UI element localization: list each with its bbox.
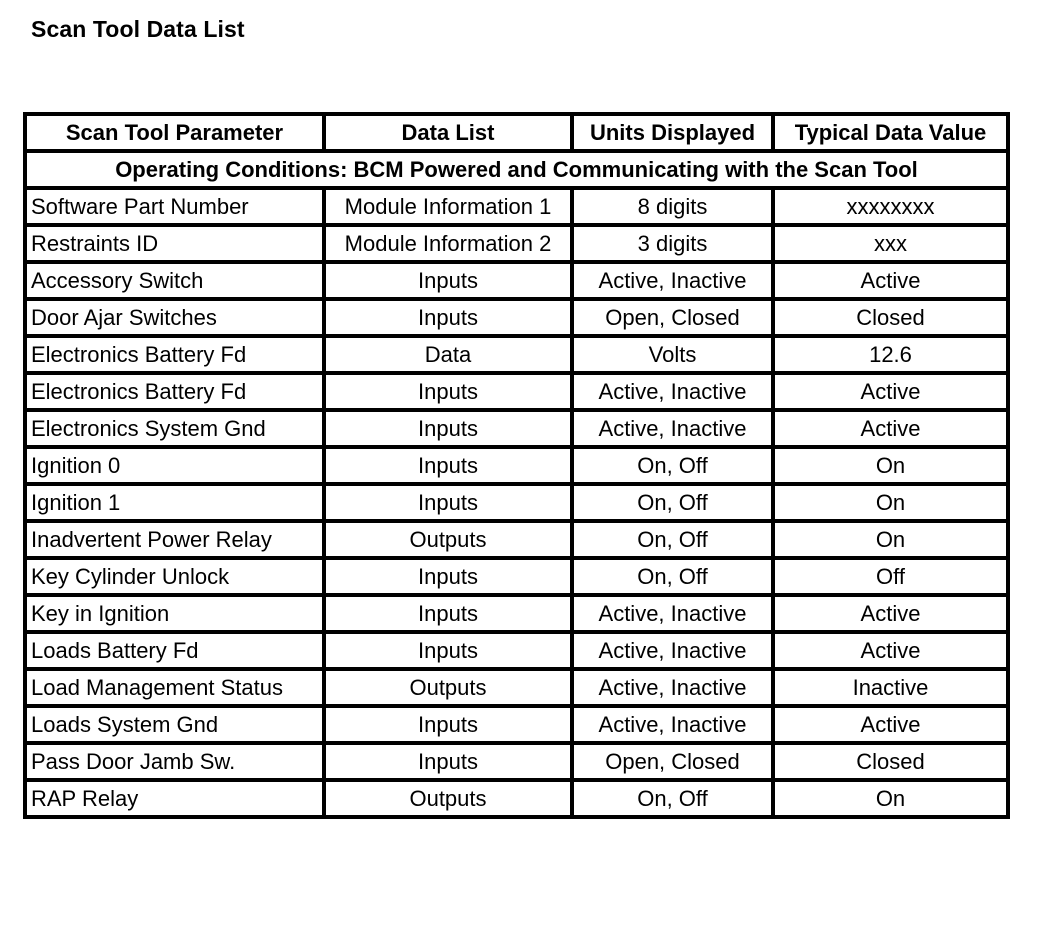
table-row — [25, 484, 1008, 521]
cell-parameter: Restraints ID — [25, 225, 324, 262]
scan-tool-data-table — [23, 112, 1010, 819]
cell-data-list: Inputs — [324, 410, 572, 447]
cell-typical-value: Active — [773, 706, 1008, 743]
cell-typical-value: Closed — [773, 743, 1008, 780]
cell-typical-value: On — [773, 521, 1008, 558]
cell-parameter: Key in Ignition — [25, 595, 324, 632]
cell-units: Volts — [572, 336, 773, 373]
header-typical-data-value: Typical Data Value — [773, 114, 1008, 151]
cell-typical-value: 12.6 — [773, 336, 1008, 373]
cell-data-list: Inputs — [324, 558, 572, 595]
cell-data-list: Inputs — [324, 632, 572, 669]
cell-data-list: Inputs — [324, 373, 572, 410]
cell-parameter: Pass Door Jamb Sw. — [25, 743, 324, 780]
table-row — [25, 669, 1008, 706]
cell-units: Active, Inactive — [572, 373, 773, 410]
table-row — [25, 188, 1008, 225]
table-row — [25, 743, 1008, 780]
operating-conditions-row — [25, 151, 1008, 188]
cell-parameter: Ignition 0 — [25, 447, 324, 484]
cell-units: On, Off — [572, 558, 773, 595]
table-row — [25, 558, 1008, 595]
cell-typical-value: Inactive — [773, 669, 1008, 706]
header-row — [25, 114, 1008, 151]
table-row — [25, 262, 1008, 299]
cell-data-list: Inputs — [324, 706, 572, 743]
cell-data-list: Data — [324, 336, 572, 373]
cell-parameter: Electronics Battery Fd — [25, 336, 324, 373]
cell-typical-value: Active — [773, 410, 1008, 447]
cell-data-list: Inputs — [324, 595, 572, 632]
table-row — [25, 780, 1008, 817]
cell-typical-value: Active — [773, 595, 1008, 632]
cell-data-list: Inputs — [324, 484, 572, 521]
cell-parameter: Electronics Battery Fd — [25, 373, 324, 410]
table-body — [25, 151, 1008, 817]
cell-typical-value: Active — [773, 632, 1008, 669]
table-row — [25, 632, 1008, 669]
cell-typical-value: Active — [773, 373, 1008, 410]
cell-units: On, Off — [572, 780, 773, 817]
cell-parameter: Electronics System Gnd — [25, 410, 324, 447]
cell-units: On, Off — [572, 521, 773, 558]
table-row — [25, 595, 1008, 632]
cell-typical-value: Closed — [773, 299, 1008, 336]
document-title: Scan Tool Data List — [31, 16, 245, 42]
cell-parameter: Key Cylinder Unlock — [25, 558, 324, 595]
cell-data-list: Inputs — [324, 447, 572, 484]
table-row — [25, 299, 1008, 336]
cell-data-list: Outputs — [324, 521, 572, 558]
cell-units: Active, Inactive — [572, 262, 773, 299]
header-data-list: Data List — [324, 114, 572, 151]
cell-units: Active, Inactive — [572, 706, 773, 743]
cell-parameter: Loads System Gnd — [25, 706, 324, 743]
cell-typical-value: xxxxxxxx — [773, 188, 1008, 225]
header-scan-tool-parameter: Scan Tool Parameter — [25, 114, 324, 151]
cell-parameter: Software Part Number — [25, 188, 324, 225]
cell-parameter: RAP Relay — [25, 780, 324, 817]
table-row — [25, 447, 1008, 484]
cell-data-list: Outputs — [324, 780, 572, 817]
cell-data-list: Inputs — [324, 262, 572, 299]
cell-units: 8 digits — [572, 188, 773, 225]
cell-data-list: Inputs — [324, 743, 572, 780]
cell-units: Active, Inactive — [572, 669, 773, 706]
cell-typical-value: On — [773, 447, 1008, 484]
cell-units: Open, Closed — [572, 743, 773, 780]
cell-parameter: Accessory Switch — [25, 262, 324, 299]
cell-units: Open, Closed — [572, 299, 773, 336]
cell-data-list: Module Information 1 — [324, 188, 572, 225]
cell-typical-value: xxx — [773, 225, 1008, 262]
cell-units: On, Off — [572, 484, 773, 521]
operating-conditions-text: Operating Conditions: BCM Powered and Communicating with the Scan Tool — [25, 151, 1008, 188]
cell-parameter: Door Ajar Switches — [25, 299, 324, 336]
cell-data-list: Outputs — [324, 669, 572, 706]
cell-parameter: Loads Battery Fd — [25, 632, 324, 669]
cell-parameter: Ignition 1 — [25, 484, 324, 521]
table-row — [25, 521, 1008, 558]
cell-typical-value: On — [773, 780, 1008, 817]
cell-typical-value: Off — [773, 558, 1008, 595]
header-units-displayed: Units Displayed — [572, 114, 773, 151]
cell-units: On, Off — [572, 447, 773, 484]
cell-units: Active, Inactive — [572, 410, 773, 447]
cell-units: Active, Inactive — [572, 595, 773, 632]
table-row — [25, 410, 1008, 447]
cell-data-list: Module Information 2 — [324, 225, 572, 262]
cell-typical-value: On — [773, 484, 1008, 521]
table-row — [25, 336, 1008, 373]
cell-parameter: Load Management Status — [25, 669, 324, 706]
table-row — [25, 373, 1008, 410]
table-row — [25, 225, 1008, 262]
table-row — [25, 706, 1008, 743]
cell-units: 3 digits — [572, 225, 773, 262]
cell-data-list: Inputs — [324, 299, 572, 336]
cell-parameter: Inadvertent Power Relay — [25, 521, 324, 558]
cell-typical-value: Active — [773, 262, 1008, 299]
cell-units: Active, Inactive — [572, 632, 773, 669]
